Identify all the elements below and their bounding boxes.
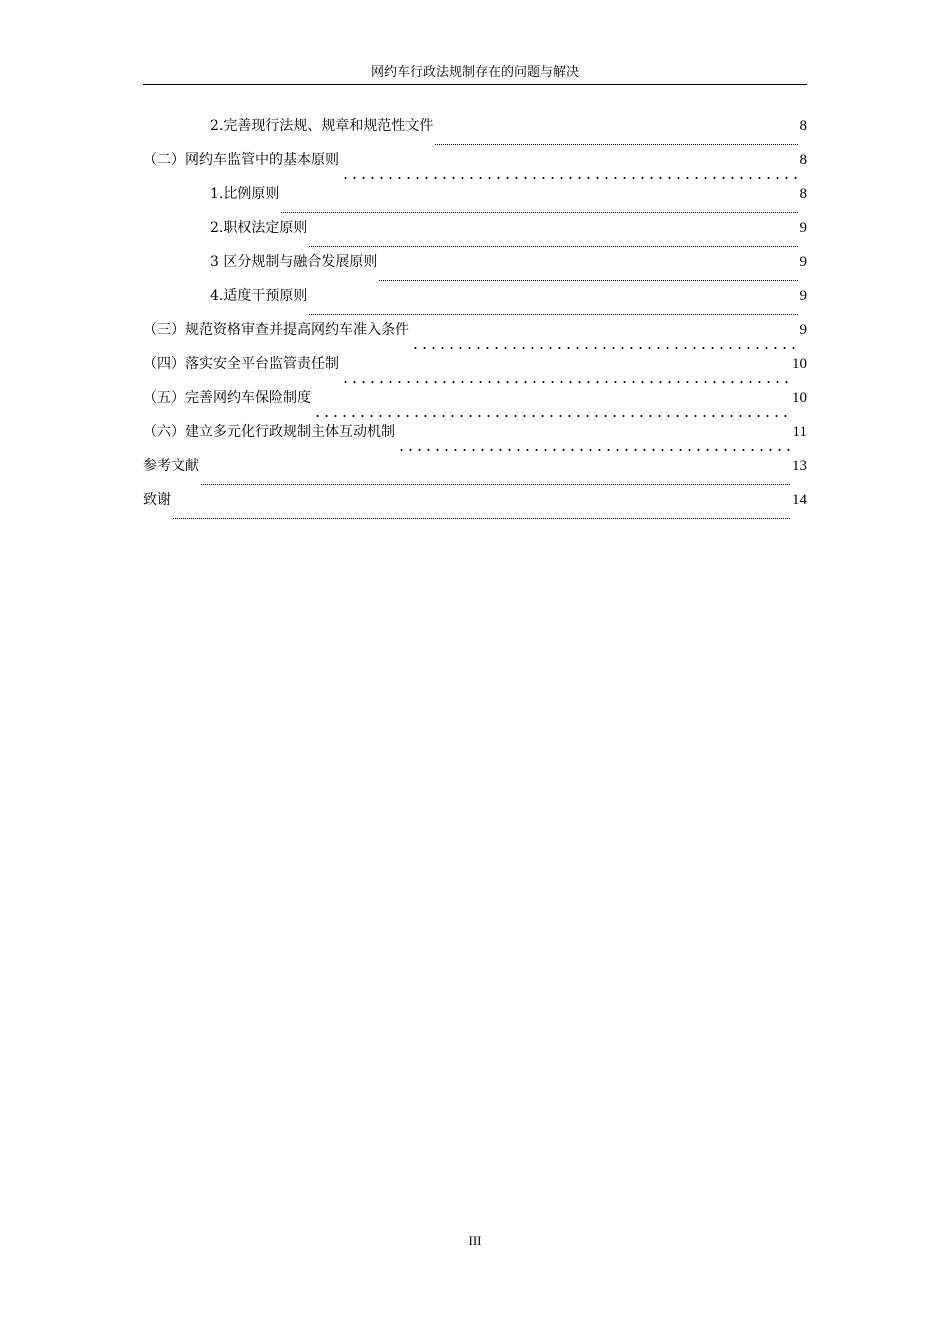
toc-leader-dots [309, 246, 797, 247]
toc-entry-text: 2.职权法定原则 [210, 220, 308, 236]
toc-leader-dots [341, 177, 798, 179]
toc-entry[interactable] [143, 353, 807, 387]
toc-entry-page: 9 [799, 288, 807, 304]
toc-entry[interactable] [143, 217, 807, 251]
toc-entry-page: 11 [792, 424, 807, 440]
toc-entry-page: 10 [792, 356, 807, 372]
toc-leader-dots [435, 144, 797, 145]
toc-leader-dots [201, 484, 790, 485]
toc-leader-dots [397, 449, 791, 451]
toc-entry[interactable] [143, 183, 807, 217]
toc-entry[interactable] [143, 115, 807, 149]
table-of-contents [143, 115, 807, 523]
toc-leader-dots [309, 314, 797, 315]
toc-leader-dots [411, 347, 798, 349]
toc-entry-text: 2.完善现行法规、规章和规范性文件 [210, 118, 434, 134]
toc-entry-text: （六）建立多元化行政规制主体互动机制 [143, 424, 395, 440]
toc-entry[interactable] [143, 285, 807, 319]
page-number: III [468, 1233, 482, 1248]
toc-leader-dots [341, 381, 790, 383]
toc-entry-page: 8 [799, 152, 807, 168]
toc-entry-text: 1.比例原则 [210, 186, 280, 202]
toc-leader-dots [313, 415, 790, 417]
toc-entry[interactable] [143, 455, 807, 489]
page-header-title: 网约车行政法规制存在的问题与解决 [370, 65, 579, 80]
header-rule [143, 84, 807, 85]
toc-entry-page: 9 [799, 322, 807, 338]
toc-entry-text: 参考文献 [143, 458, 199, 474]
toc-entry-page: 9 [799, 220, 807, 236]
toc-entry-text: （二）网约车监管中的基本原则 [143, 152, 339, 168]
toc-entry-page: 10 [792, 390, 807, 406]
toc-entry-page: 13 [792, 458, 807, 474]
toc-entry-page: 8 [799, 118, 807, 134]
toc-leader-dots [379, 280, 797, 281]
toc-entry-page: 8 [799, 186, 807, 202]
toc-leader-dots [281, 212, 797, 213]
toc-entry-page: 9 [799, 254, 807, 270]
toc-entry[interactable] [143, 489, 807, 523]
toc-entry-text: 3 区分规制与融合发展原则 [210, 254, 378, 270]
toc-entry-page: 14 [792, 492, 807, 508]
toc-entry-text: 4.适度干预原则 [210, 288, 308, 304]
toc-entry[interactable] [143, 387, 807, 421]
toc-entry-text: （三）规范资格审查并提高网约车准入条件 [143, 322, 409, 338]
toc-entry[interactable] [143, 149, 807, 183]
toc-leader-dots [173, 518, 790, 519]
toc-entry[interactable] [143, 251, 807, 285]
toc-entry-text: （五）完善网约车保险制度 [143, 390, 311, 406]
toc-entry-text: （四）落实安全平台监管责任制 [143, 356, 339, 372]
toc-entry[interactable] [143, 421, 807, 455]
toc-entry[interactable] [143, 319, 807, 353]
toc-entry-text: 致谢 [143, 492, 171, 508]
